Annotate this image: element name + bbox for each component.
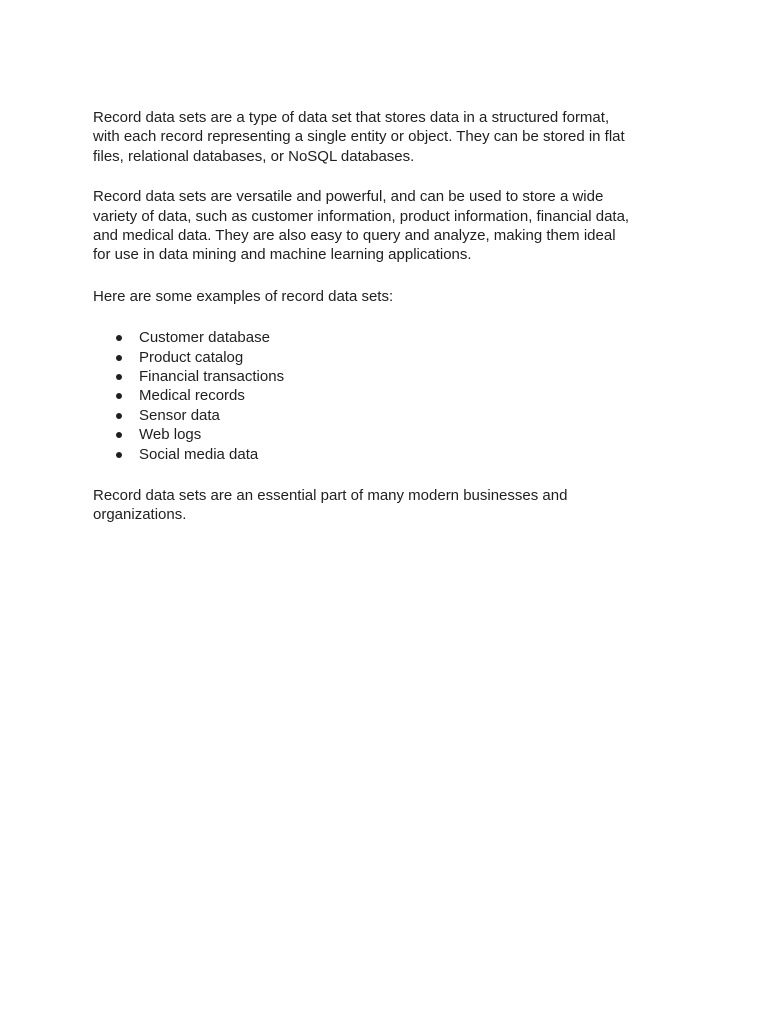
list-item [93, 348, 633, 367]
list-item-text: Medical records [139, 387, 245, 405]
description-paragraph: Record data sets are versatile and powerful, and can be used to store a wide variety of data, such as customer information, product information, financial data, and medical data. They are also easy to query and analyze, making them ideal for use in data mining and machine learning applications. [93, 188, 630, 264]
list-item-text: Sensor data [139, 406, 220, 424]
list-item [93, 406, 633, 425]
list-item-text: Social media data [139, 445, 259, 463]
bullet-icon [116, 335, 122, 341]
intro-paragraph: Record data sets are a type of data set that stores data in a structured format, with each record representing a single entity or object. They can be stored in flat files, relational databases, or NoSQL databases. [93, 109, 625, 165]
list-item [93, 386, 633, 405]
examples-list [93, 328, 633, 464]
list-item-text: Product catalog [139, 348, 244, 366]
list-item-text: Financial transactions [139, 368, 285, 386]
list-item-text: Web logs [139, 426, 202, 444]
examples-heading: Here are some examples of record data sets: [93, 287, 394, 305]
document-body [93, 108, 633, 547]
bullet-icon [116, 374, 122, 380]
bullet-icon [116, 393, 122, 399]
list-item [93, 367, 633, 386]
bullet-icon [116, 413, 122, 419]
closing-paragraph: Record data sets are an essential part of many modern businesses and organizations. [93, 486, 568, 524]
list-item [93, 328, 633, 347]
bullet-icon [116, 355, 122, 361]
list-item [93, 425, 633, 444]
list-item [93, 445, 633, 464]
list-item-text: Customer database [139, 329, 270, 347]
bullet-icon [116, 452, 122, 458]
bullet-icon [116, 432, 122, 438]
